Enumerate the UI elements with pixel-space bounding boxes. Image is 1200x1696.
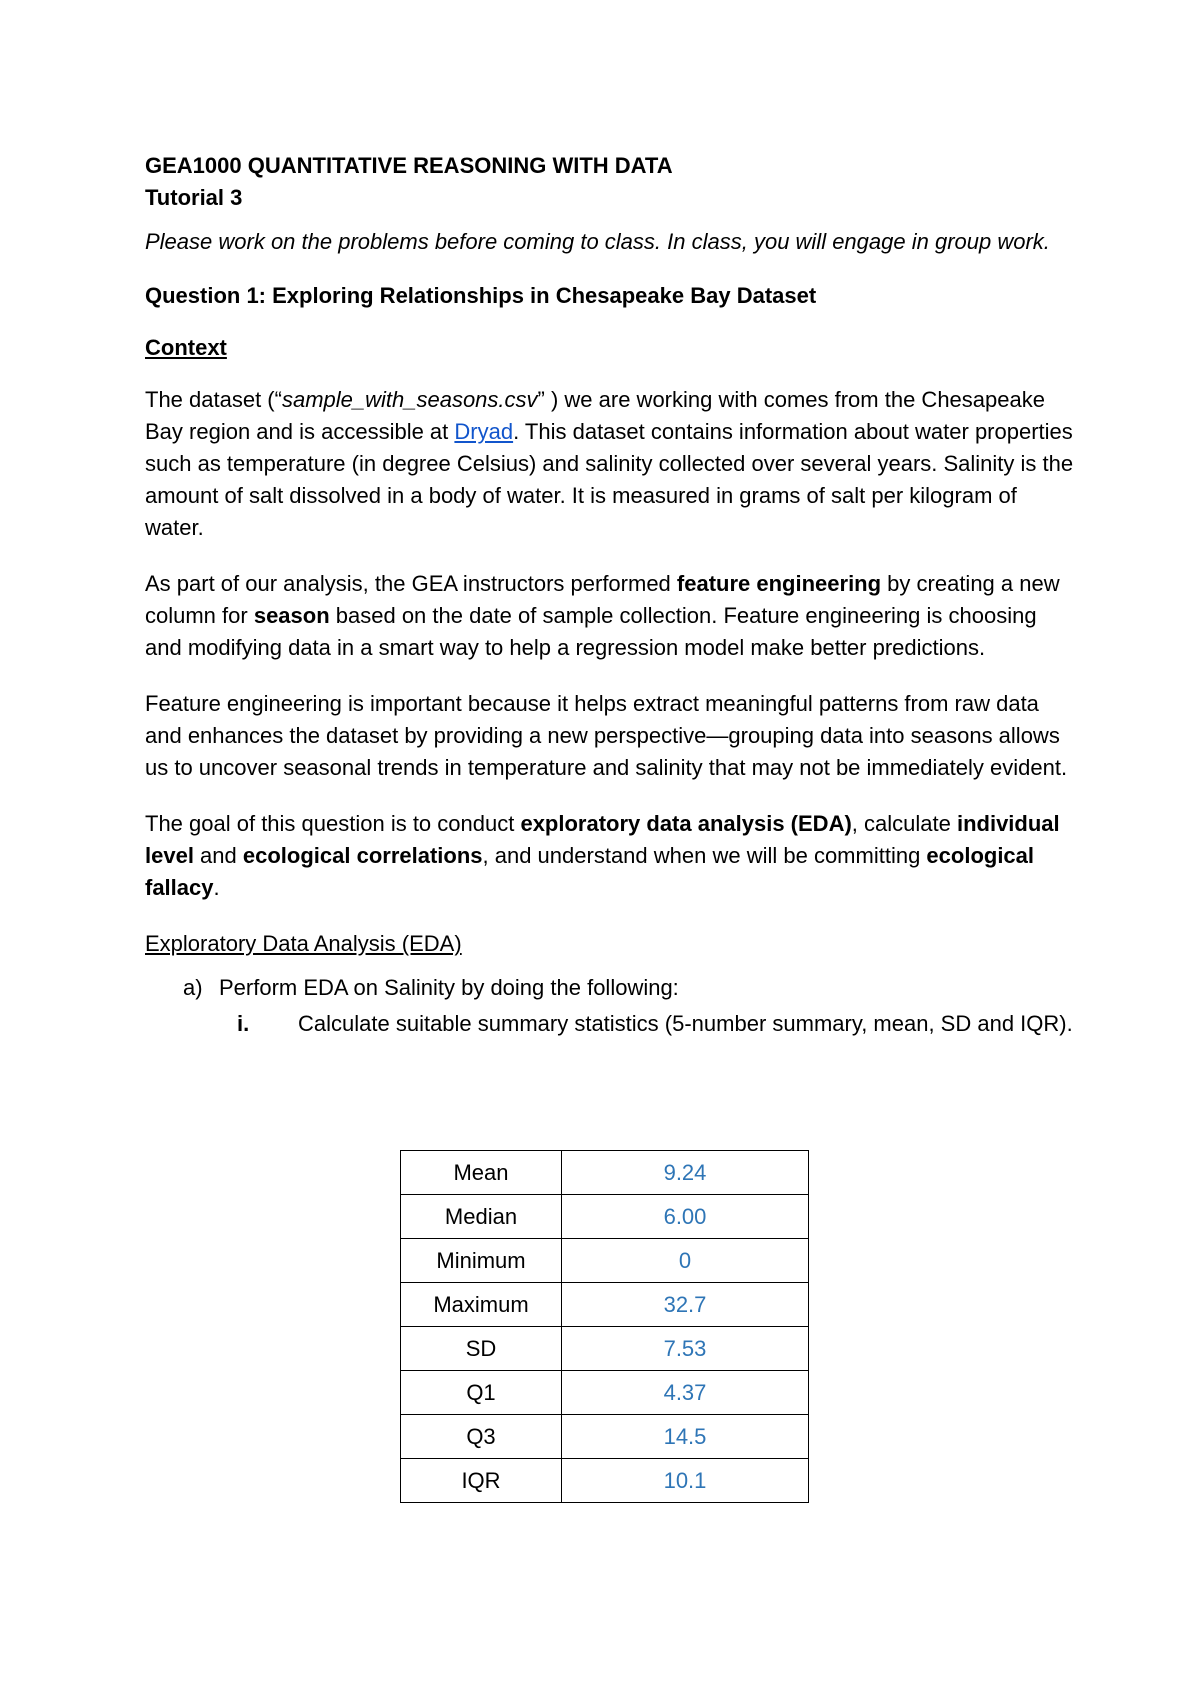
bold-term: season bbox=[253, 603, 330, 628]
text-segment: . bbox=[213, 875, 220, 900]
table-row bbox=[401, 1327, 809, 1371]
table-row bbox=[401, 1239, 809, 1283]
summary-statistics-table bbox=[400, 1150, 809, 1503]
stat-value: 6.00 bbox=[562, 1195, 809, 1239]
bold-term: exploratory data analysis (EDA) bbox=[520, 811, 852, 836]
bold-term: feature engineering bbox=[676, 571, 882, 596]
list-item-text: Perform EDA on Salinity by doing the following: bbox=[219, 975, 679, 1000]
stat-value: 0 bbox=[562, 1239, 809, 1283]
table-row bbox=[401, 1151, 809, 1195]
stat-value: 10.1 bbox=[562, 1459, 809, 1503]
instruction-note: Please work on the problems before coming to class. In class, you will engage in group work. bbox=[145, 229, 1050, 254]
context-paragraph-4 bbox=[145, 808, 1075, 904]
stat-label: Minimum bbox=[401, 1239, 562, 1283]
stat-label: Maximum bbox=[401, 1283, 562, 1327]
stat-value: 9.24 bbox=[562, 1151, 809, 1195]
context-heading: Context bbox=[145, 335, 227, 360]
table-row bbox=[401, 1195, 809, 1239]
dataset-filename: sample_with_seasons.csv bbox=[281, 387, 538, 412]
stat-value: 32.7 bbox=[562, 1283, 809, 1327]
document-page bbox=[145, 150, 1075, 1040]
text-segment: , and understand when we will be committing bbox=[482, 843, 927, 868]
stat-label: IQR bbox=[401, 1459, 562, 1503]
text-segment: based on the date of sample collection. Feature engineering is choosing and modifying data in a smart way to help a regression model make better predictions. bbox=[145, 603, 1037, 660]
list-item-a bbox=[145, 972, 1075, 1004]
stat-value: 7.53 bbox=[562, 1327, 809, 1371]
bold-term: ecological fallacy bbox=[145, 843, 1035, 900]
text-segment: and bbox=[193, 843, 243, 868]
stat-value: 14.5 bbox=[562, 1415, 809, 1459]
text-segment: The goal of this question is to conduct bbox=[145, 811, 521, 836]
stat-value: 4.37 bbox=[562, 1371, 809, 1415]
dryad-link[interactable]: Dryad bbox=[454, 419, 514, 444]
list-marker: a) bbox=[183, 975, 203, 1000]
stat-label: Q1 bbox=[401, 1371, 562, 1415]
table-row bbox=[401, 1371, 809, 1415]
stat-label: Q3 bbox=[401, 1415, 562, 1459]
table-row bbox=[401, 1415, 809, 1459]
bold-term: individual level bbox=[145, 811, 1060, 868]
text-segment: . This dataset contains information about water properties such as temperature (in degree Celsius) and salinity collected over several years. Salinity is the amount of salt dissolved in a body of water. It is measured in grams of salt per kilogram of water. bbox=[145, 419, 1074, 540]
context-paragraph-2 bbox=[145, 568, 1075, 664]
text-segment: , calculate bbox=[851, 811, 957, 836]
context-paragraph-3: Feature engineering is important because it helps extract meaningful patterns from raw data and enhances the dataset by providing a new perspective—grouping data into seasons allows us to uncover seasonal trends in temperature and salinity that may not be immediately evident. bbox=[145, 691, 1068, 780]
list-item-i bbox=[145, 1008, 1075, 1040]
bold-term: ecological correlations bbox=[242, 843, 483, 868]
tutorial-title: Tutorial 3 bbox=[145, 185, 243, 210]
stat-label: SD bbox=[401, 1327, 562, 1371]
list-item-text: Calculate suitable summary statistics (5-number summary, mean, SD and IQR). bbox=[298, 1011, 1073, 1036]
course-title: GEA1000 QUANTITATIVE REASONING WITH DATA bbox=[145, 153, 673, 178]
table-row bbox=[401, 1459, 809, 1503]
text-segment: ” ) we are working with comes from the Chesapeake Bay region and is accessible at bbox=[145, 387, 1045, 444]
text-segment: As part of our analysis, the GEA instructors performed bbox=[145, 571, 677, 596]
stat-label: Median bbox=[401, 1195, 562, 1239]
eda-heading: Exploratory Data Analysis (EDA) bbox=[145, 931, 462, 956]
question-heading: Question 1: Exploring Relationships in Chesapeake Bay Dataset bbox=[145, 283, 817, 308]
table-row bbox=[401, 1283, 809, 1327]
context-paragraph-1 bbox=[145, 384, 1075, 544]
text-segment: The dataset (“ bbox=[145, 387, 282, 412]
text-segment: by creating a new column for bbox=[145, 571, 1060, 628]
list-marker: i. bbox=[237, 1011, 250, 1036]
summary-statistics-body bbox=[401, 1151, 809, 1503]
stat-label: Mean bbox=[401, 1151, 562, 1195]
